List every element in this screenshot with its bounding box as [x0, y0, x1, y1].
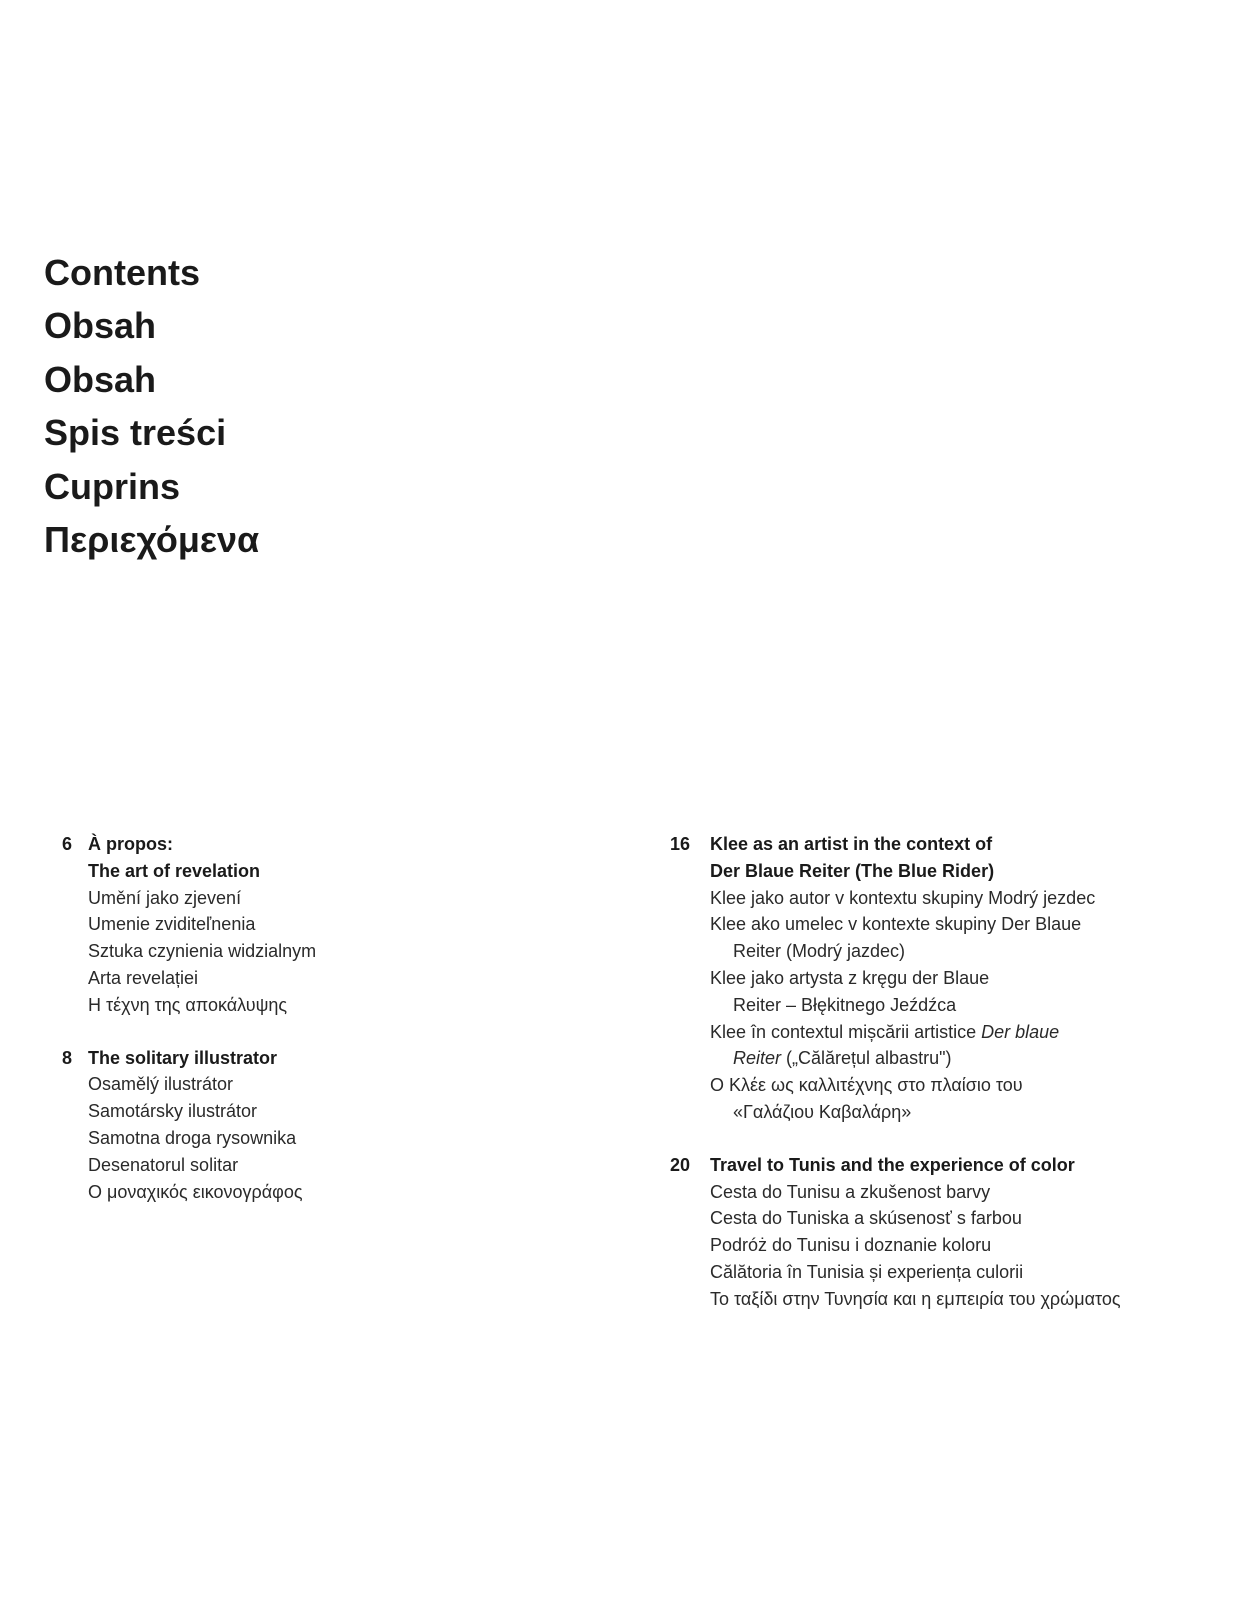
- toc-column-right: [670, 831, 1121, 1339]
- toc-entry-translation: Călătoria în Tunisia și experiența culorii: [710, 1261, 1024, 1282]
- heading-contents-czech: Obsah: [44, 305, 157, 347]
- toc-column-left: [62, 831, 316, 1231]
- toc-entry-title: The solitary illustrator: [88, 1047, 278, 1068]
- toc-entry-translation: Arta revelației: [88, 967, 199, 988]
- toc-entry-translation: Samotna droga rysownika: [88, 1127, 297, 1148]
- toc-entry[interactable]: [62, 1045, 316, 1206]
- toc-entry-translation: Η τέχνη της αποκάλυψης: [88, 994, 288, 1015]
- toc-entry-title: À propos:: [88, 834, 173, 854]
- toc-entry-translation: Podróż do Tunisu i doznanie koloru: [710, 1235, 992, 1256]
- translation-text: Klee în contextul mișcării artistice: [710, 1021, 982, 1042]
- toc-page-number: 6: [62, 834, 73, 854]
- toc-entry-translation: Umění jako zjevení: [88, 887, 242, 908]
- toc-entry[interactable]: [670, 1152, 1121, 1313]
- toc-entry[interactable]: [670, 831, 1121, 1126]
- toc-entry-translation: Klee jako autor v kontextu skupiny Modrý jezdec: [710, 887, 1096, 908]
- page-headings: [44, 246, 259, 566]
- toc-entry-translation: Desenatorul solitar: [88, 1154, 239, 1175]
- toc-entry-title: Der Blaue Reiter (The Blue Rider): [710, 860, 995, 881]
- translation-text: („Călărețul albastru"): [781, 1048, 952, 1069]
- toc-entry-translation: Osamělý ilustrátor: [88, 1074, 234, 1095]
- toc-page-number: 8: [62, 1047, 73, 1068]
- italic-title: Reiter: [733, 1048, 782, 1069]
- heading-contents-romanian: Cuprins: [44, 465, 181, 507]
- toc-page-number: 20: [670, 1154, 691, 1175]
- toc-entry-translation: Cesta do Tuniska a skúsenosť s farbou: [710, 1208, 1022, 1229]
- toc-entry-translation: Ο Κλέε ως καλλιτέχνης στο πλαίσιο του: [710, 1075, 1023, 1096]
- toc-entry[interactable]: [62, 831, 316, 1019]
- toc-page-number: 16: [670, 834, 691, 854]
- toc-entry-translation-continued: «Γαλάζιου Καβαλάρη»: [733, 1101, 912, 1122]
- toc-entry-translation: Klee ako umelec v kontexte skupiny Der Blaue: [710, 914, 1082, 935]
- toc-entry-translation: Το ταξίδι στην Τυνησία και η εμπειρία του χρώματος: [710, 1288, 1121, 1309]
- toc-entry-translation: Umenie zviditeľnenia: [88, 914, 256, 935]
- toc-entry-translation-continued: Reiter – Błękitnego Jeźdźca: [733, 994, 957, 1015]
- toc-entry-title: Travel to Tunis and the experience of color: [710, 1154, 1075, 1175]
- heading-contents-english: Contents: [44, 252, 200, 293]
- toc-entry-title: Klee as an artist in the context of: [710, 834, 993, 854]
- heading-contents-slovak: Obsah: [44, 358, 157, 400]
- toc-entry-translation: Klee jako artysta z kręgu der Blaue: [710, 967, 990, 988]
- heading-contents-greek: Περιεχόμενα: [44, 519, 260, 561]
- toc-entry-translation: Samotársky ilustrátor: [88, 1101, 258, 1122]
- toc-entry-translation-continued: [710, 1045, 1121, 1072]
- toc-entry-translation: Cesta do Tunisu a zkušenost barvy: [710, 1181, 991, 1202]
- toc-entry-title: The art of revelation: [88, 860, 261, 881]
- toc-entry-translation: Sztuka czynienia widzialnym: [88, 941, 317, 962]
- toc-entry-translation: [710, 1019, 1121, 1046]
- toc-entry-translation: Ο μοναχικός εικονογράφος: [88, 1181, 303, 1202]
- toc-entry-translation-continued: Reiter (Modrý jazdec): [733, 941, 906, 962]
- italic-title: Der blaue: [981, 1021, 1060, 1042]
- heading-contents-polish: Spis treści: [44, 412, 227, 454]
